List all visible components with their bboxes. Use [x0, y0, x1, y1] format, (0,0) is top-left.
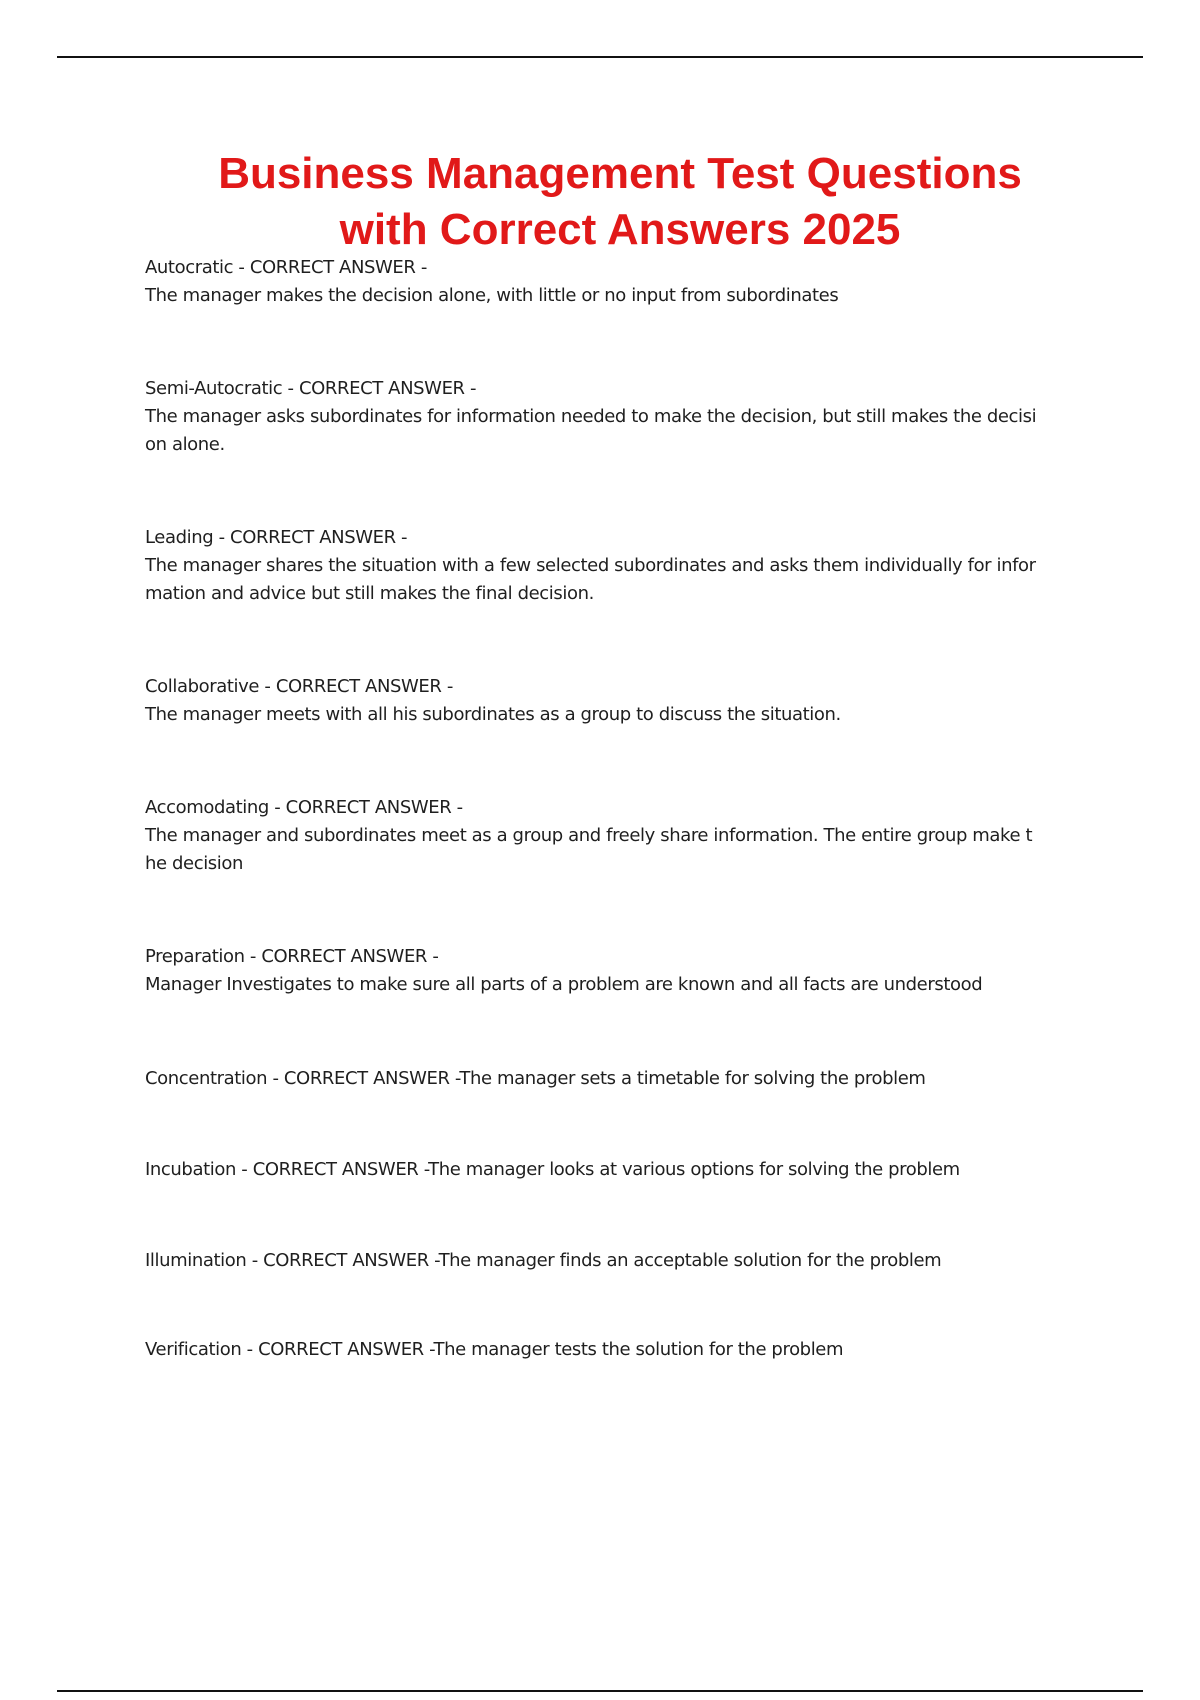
- qa-heading: [145, 375, 1095, 403]
- qa-definition-line: The manager meets with all his subordinates as a group to discuss the situation.: [145, 704, 841, 725]
- qa-entry-autocratic: [145, 254, 1095, 310]
- qa-definition-line: The manager asks subordinates for information needed to make the decision, but still makes the decisi: [145, 406, 1037, 427]
- correct-answer-tag: - CORRECT ANSWER -: [235, 1159, 429, 1180]
- qa-heading: [145, 1336, 1095, 1364]
- correct-answer-tag: - CORRECT ANSWER -: [268, 797, 463, 818]
- qa-definition: The manager tests the solution for the problem: [433, 1339, 844, 1360]
- correct-answer-tag: - CORRECT ANSWER -: [246, 1250, 439, 1271]
- page-title: [60, 146, 1180, 258]
- qa-term: Semi-Autocratic: [145, 378, 283, 399]
- qa-definition-line: The manager makes the decision alone, with little or no input from subordinates: [145, 285, 839, 306]
- qa-term: Accomodating: [145, 797, 269, 818]
- qa-heading: [145, 1247, 1095, 1275]
- qa-entry-preparation: [145, 943, 1095, 999]
- qa-heading: [145, 794, 1095, 822]
- correct-answer-tag: - CORRECT ANSWER -: [241, 1339, 434, 1360]
- qa-heading: [145, 943, 1095, 971]
- qa-heading: [145, 254, 1095, 282]
- qa-term: Leading: [145, 527, 214, 548]
- qa-term: Concentration: [145, 1068, 268, 1089]
- qa-entry-accomodating: [145, 794, 1095, 878]
- qa-entry-leading: [145, 524, 1095, 608]
- correct-answer-tag: - CORRECT ANSWER -: [259, 676, 453, 697]
- qa-definition-line: The manager shares the situation with a few selected subordinates and asks them individually for infor: [145, 555, 1036, 576]
- qa-entry-collaborative: [145, 673, 1095, 729]
- qa-term: Verification: [145, 1339, 242, 1360]
- qa-entry-concentration: [145, 1065, 1095, 1093]
- qa-term: Preparation: [145, 946, 245, 967]
- qa-definition: The manager looks at various options for solving the problem: [428, 1159, 960, 1180]
- title-line-1: Business Management Test Questions: [218, 149, 1022, 198]
- correct-answer-tag: - CORRECT ANSWER -: [282, 378, 477, 399]
- qa-entry-verification: [145, 1336, 1095, 1364]
- qa-term: Collaborative: [145, 676, 260, 697]
- qa-definition-line: on alone.: [145, 434, 225, 455]
- qa-heading: [145, 1156, 1095, 1184]
- qa-heading: [145, 673, 1095, 701]
- qa-entry-incubation: [145, 1156, 1095, 1184]
- bottom-rule: [57, 1690, 1143, 1692]
- qa-term: Incubation: [145, 1159, 236, 1180]
- correct-answer-tag: - CORRECT ANSWER -: [213, 527, 408, 548]
- qa-definition: The manager finds an acceptable solution for the problem: [438, 1250, 942, 1271]
- qa-definition-line: mation and advice but still makes the final decision.: [145, 583, 594, 604]
- qa-definition-line: Manager Investigates to make sure all parts of a problem are known and all facts are understood: [145, 974, 983, 995]
- correct-answer-tag: - CORRECT ANSWER -: [267, 1068, 460, 1089]
- top-rule: [57, 56, 1143, 58]
- qa-definition-line: he decision: [145, 853, 244, 874]
- correct-answer-tag: - CORRECT ANSWER -: [244, 946, 439, 967]
- qa-definition-line: The manager and subordinates meet as a group and freely share information. The entire group make t: [145, 825, 1033, 846]
- title-line-2: with Correct Answers 2025: [339, 205, 901, 254]
- qa-term: Autocratic: [145, 257, 234, 278]
- correct-answer-tag: - CORRECT ANSWER -: [233, 257, 427, 278]
- qa-entry-semi-autocratic: [145, 375, 1095, 459]
- qa-term: Illumination: [145, 1250, 247, 1271]
- qa-definition: The manager sets a timetable for solving the problem: [459, 1068, 926, 1089]
- qa-heading: [145, 524, 1095, 552]
- qa-entry-illumination: [145, 1247, 1095, 1275]
- qa-heading: [145, 1065, 1095, 1093]
